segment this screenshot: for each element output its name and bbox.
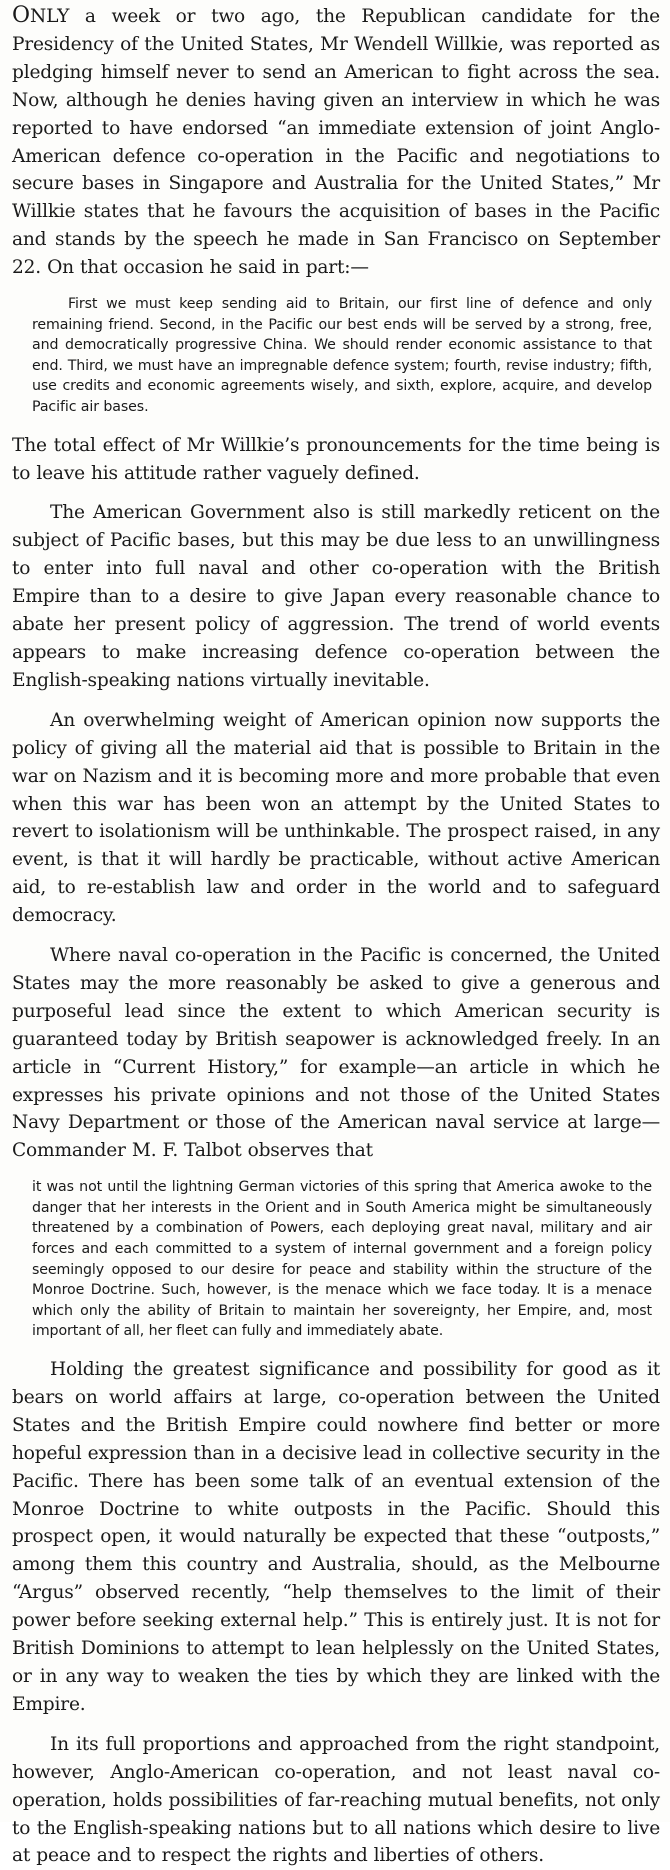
drop-cap: O: [12, 3, 31, 28]
paragraph-naval-cooperation: Where naval co-operation in the Pacific is concerned, the United States may the more reasonably be asked to give a generous and purposeful lead since the extent to which American security is guaranteed today by British seapower is acknowledged freely. In an article in “Current History,” for example—an article in which he expresses his private opinions and not those of the United States Navy Department or those of the American naval service at large—Commander M. F. Talbot observes that: [12, 945, 660, 1162]
paragraph-american-opinion: An overwhelming weight of American opinion now supports the policy of giving all the material aid that is possible to Britain in the war on Nazism and it is becoming more and more probable that even when this war has been won an attempt by the United States to revert to isolationism will be unthinkable. The prospect raised, in any event, is that it will hardly be practicable, without active American aid, to re-establish law and order in the world and to safeguard democracy.: [12, 709, 660, 927]
paragraph-american-government: The American Government also is still markedly reticent on the subject of Pacific bases, but this may be due less to an unwillingness to enter into full naval and other co-operation with the British Empire than to a desire to give Japan every reasonable chance to abate her present policy of aggression. The trend of world events appears to make increasing defence co-operation between the English-speaking nations virtually inevitable.: [12, 502, 660, 691]
paragraph-conclusion: In its full proportions and approached from the right standpoint, however, Anglo-American co-operation, and not least naval co-operation, holds possibilities of far-reaching mutual benefits, not only to the English-speaking nations but to all nations which desire to live at peace and to respect the rights and liberties of others.: [12, 1733, 660, 1867]
paragraph-collective-security: Holding the greatest significance and possibility for good as it bears on world affairs at large, co-operation between the United States and the British Empire could nowhere find better or more hopeful expression than in a decisive lead in collective security in the Pacific. There has been some talk of an eventual extension of the Monroe Doctrine to white outposts in the Pacific. Should this prospect open, it would naturally be expected that these “outposts,” among them this country and Australia, should, as the Melbourne “Argus” observed recently, “help themselves to the limit of their power before seeking external help.” This is entirely just. It is not for British Dominions to attempt to lean helplessly on the United States, or in any way to weaken the ties by which they are linked with the Empire.: [12, 1359, 660, 1715]
paragraph-willkie-effect: The total effect of Mr Willkie’s pronouncements for the time being is to leave his attitude rather vaguely defined.: [12, 434, 660, 484]
quotation-willkie-speech: First we must keep sending aid to Britain, our first line of defence and only remaining friend. Second, in the Pacific our best ends will be served by a strong, free, and democratically progressive China. We should render economic assistance to that end. Third, we must have an impregnable defence system; fourth, revise industry; fifth, use credits and economic agreements wisely, and sixth, explore, acquire, and develop Pacific air bases.: [32, 296, 652, 416]
quotation-commander-talbot: it was not until the lightning German victories of this spring that America awoke to the danger that her interests in the Orient and in South America might be simultaneously threatened by a combination of Powers, each deploying great naval, military and air forces and each committed to a system of internal government and a foreign policy seemingly opposed to our desire for peace and stability within the structure of the Monroe Doctrine. Such, however, is the menace which we face today. It is a menace which only the ability of Britain to maintain her sovereignty, her Empire, and, most important of all, her fleet can fully and immediately abate.: [32, 1179, 652, 1340]
paragraph-opening: [12, 2, 660, 282]
paragraph-opening-text: NLY a week or two ago, the Republican candidate for the Presidency of the United States, Mr Wendell Willkie, was reported as pledging himself never to send an American to fight across the sea. Now, although he denies having given an interview in which he was reported to have endorsed “an immediate extension of joint Anglo-American defence co-operation in the Pacific and negotiations to secure bases in Singapore and Australia for the United States,” Mr Willkie states that he favours the acquisition of bases in the Pacific and stands by the speech he made in San Francisco on September 22. On that occasion he said in part:—: [12, 6, 660, 279]
